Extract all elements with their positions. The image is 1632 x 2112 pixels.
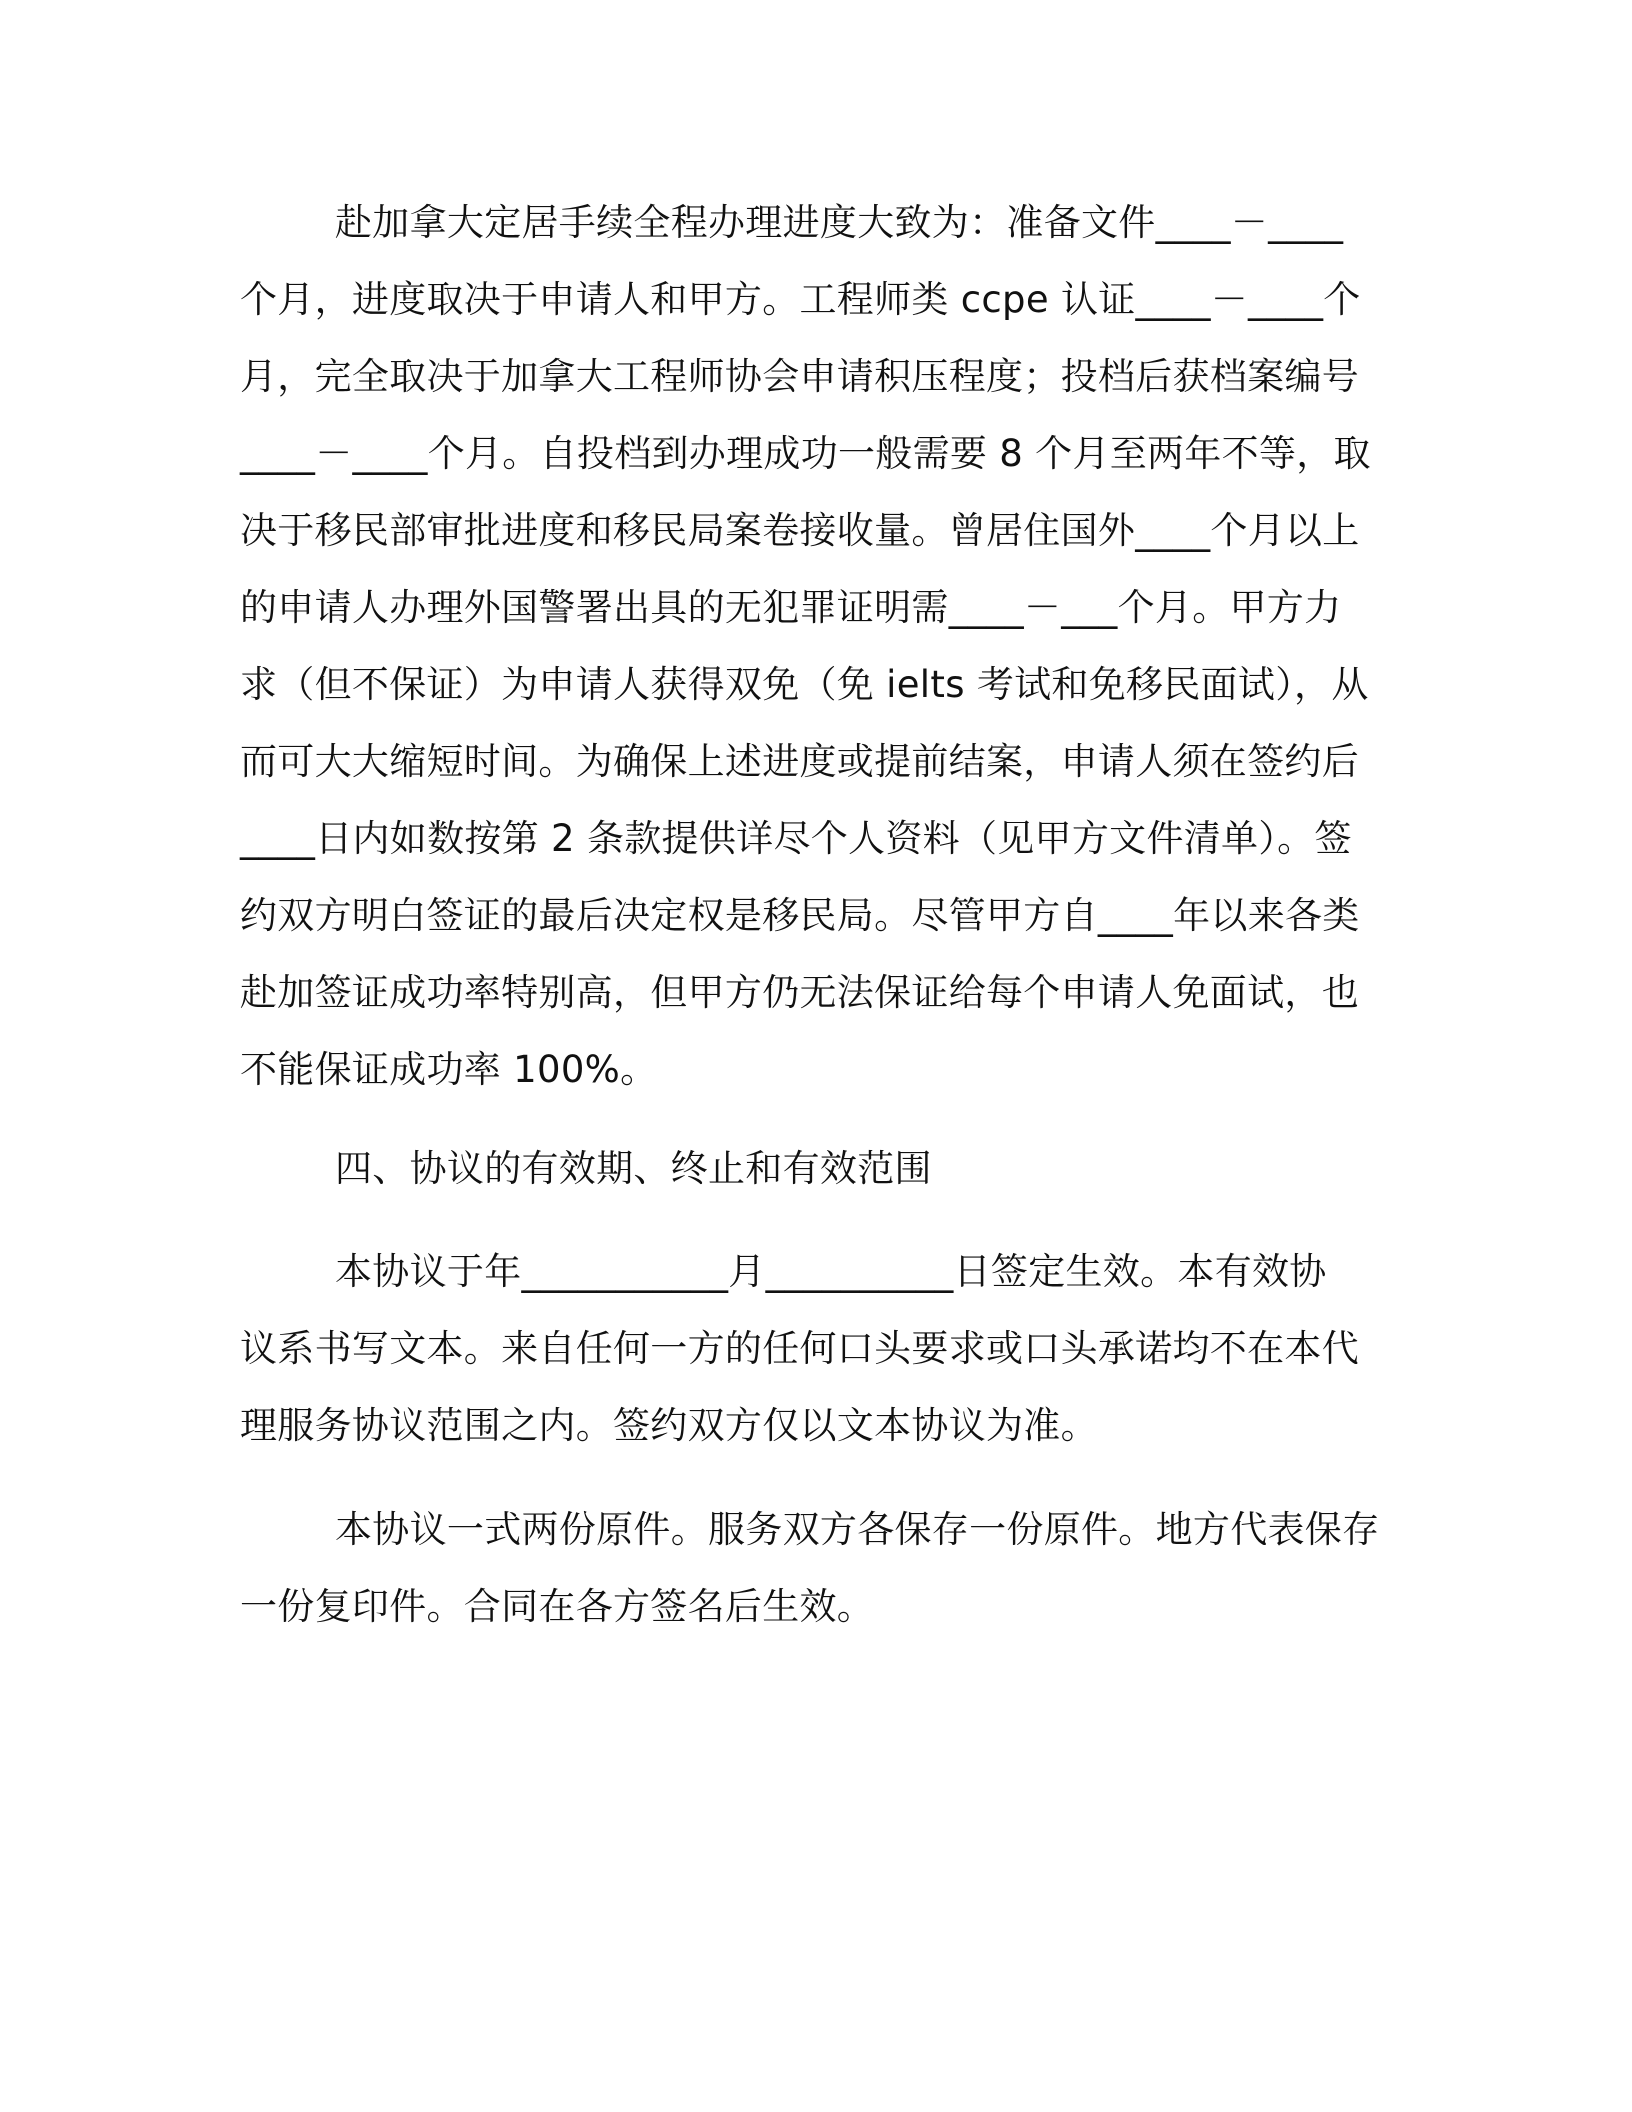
text-line: 议系书写文本。来自任何一方的任何口头要求或口头承诺均不在本代 — [240, 1327, 1359, 1370]
text-line: 理服务协议范围之内。签约双方仅以文本协议为准。 — [240, 1404, 1098, 1447]
text-line: 求（但不保证）为申请人获得双免（免 ielts 考试和免移民面试），从 — [240, 663, 1369, 706]
section-heading — [240, 1130, 1370, 1207]
text-line: 本协议一式两份原件。服务双方各保存一份原件。地方代表保存 — [335, 1508, 1380, 1551]
text-line: 赴加签证成功率特别高，但甲方仍无法保证给每个申请人免面试，也 — [240, 971, 1359, 1014]
text-line: 不能保证成功率 100%。 — [240, 1048, 658, 1091]
text-line: 的申请人办理外国警署出具的无犯罪证明需____－___个月。甲方力 — [240, 586, 1342, 629]
text-line: 赴加拿大定居手续全程办理进度大致为：准备文件____－____ — [335, 201, 1344, 244]
text-line: ____－____个月。自投档到办理成功一般需要 8 个月至两年不等，取 — [240, 432, 1371, 475]
paragraph-processing-timeline — [240, 184, 1370, 1108]
paragraph-effective-date — [240, 1233, 1370, 1464]
text-line: 月，完全取决于加拿大工程师协会申请积压程度；投档后获档案编号 — [240, 355, 1359, 398]
text-line: 个月，进度取决于申请人和甲方。工程师类 ccpe 认证____－____个 — [240, 278, 1361, 321]
text-line: 约双方明白签证的最后决定权是移民局。尽管甲方自____年以来各类 — [240, 894, 1360, 937]
text-line: 决于移民部审批进度和移民局案卷接收量。曾居住国外____个月以上 — [240, 509, 1360, 552]
text-line: ____日内如数按第 2 条款提供详尽个人资料（见甲方文件清单）。签 — [240, 817, 1352, 860]
text-line: 本协议于年___________月__________日签定生效。本有效协 — [335, 1250, 1327, 1293]
paragraph-copies — [240, 1491, 1380, 1645]
text-line: 一份复印件。合同在各方签名后生效。 — [240, 1585, 875, 1628]
section-heading-text: 四、协议的有效期、终止和有效范围 — [335, 1147, 932, 1190]
text-line: 而可大大缩短时间。为确保上述进度或提前结案，申请人须在签约后 — [240, 740, 1359, 783]
